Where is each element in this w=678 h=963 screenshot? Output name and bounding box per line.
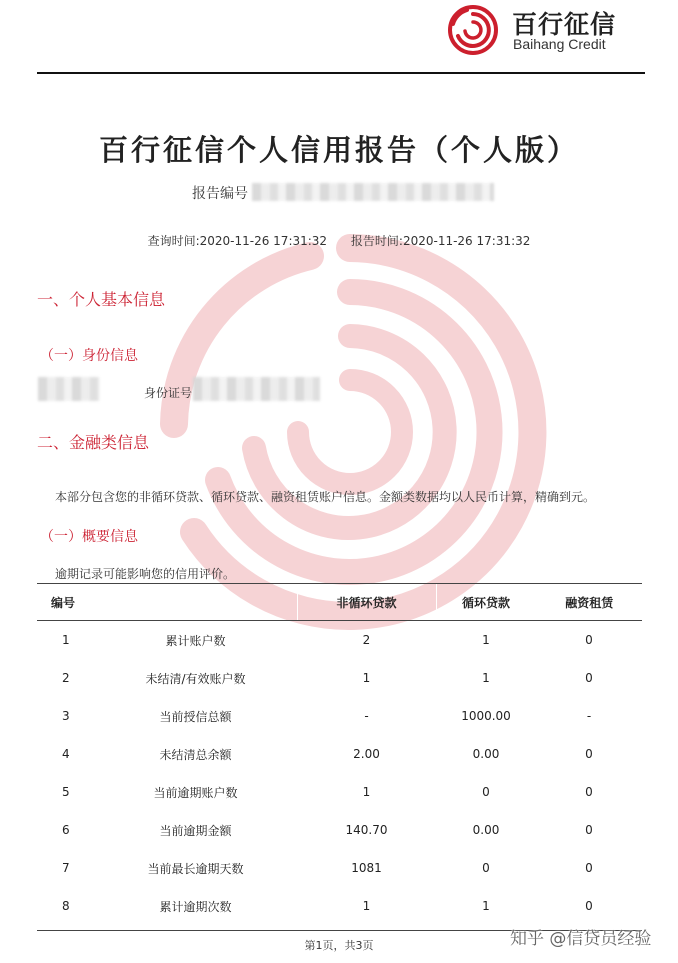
id-number-redacted (193, 377, 320, 401)
table-cell: 1 (482, 633, 490, 647)
table-row (37, 735, 642, 773)
table-cell: 当前逾期金额 (159, 823, 232, 838)
page-number: 第1页，共3页 (304, 939, 374, 952)
table-cell: - (586, 709, 592, 723)
logo-chinese-name: 百行征信 (512, 10, 617, 39)
id-number-label: 身份证号 (144, 386, 193, 400)
table-cell: 1081 (351, 861, 382, 875)
report-time: 报告时间:2020-11-26 17:31:32 (350, 234, 531, 248)
table-cell: 当前最长逾期天数 (147, 861, 244, 876)
table-cell: 2.00 (353, 747, 380, 761)
table-row (37, 697, 642, 735)
zhihu-watermark: 知乎 @信贷员经验 (510, 929, 652, 949)
table-row (37, 887, 642, 925)
report-time-line (0, 232, 678, 249)
baihang-logo-icon (445, 4, 501, 56)
report-number-label: 报告编号 (192, 186, 248, 202)
page-title: 百行征信个人信用报告（个人版） (98, 133, 579, 167)
table-cell: 0 (585, 633, 593, 647)
query-time: 查询时间:2020-11-26 17:31:32 (147, 234, 328, 248)
table-cell: 累计账户数 (165, 633, 226, 648)
table-cell: 0.00 (472, 747, 500, 761)
report-number-redacted (252, 183, 494, 201)
table-cell: 0 (585, 861, 593, 875)
table-cell: 0 (585, 671, 593, 685)
financial-description: 本部分包含您的非循环贷款、循环贷款、融资租赁账户信息。金额类数据均以人民币计算，精确到元。 (55, 490, 596, 504)
column-header: 融资租赁 (536, 584, 642, 621)
name-redacted (38, 377, 100, 401)
table-cell: 未结清/有效账户数 (145, 671, 246, 686)
table-row (37, 621, 642, 660)
section-financial-heading: 二、金融类信息 (37, 433, 150, 452)
table-cell: 0 (585, 823, 593, 837)
table-cell: 0 (585, 899, 593, 913)
table-cell: 2 (62, 671, 70, 685)
summary-table (37, 583, 642, 925)
table-cell: 0 (585, 747, 593, 761)
summary-note: 逾期记录可能影响您的信用评价。 (55, 567, 236, 581)
column-header: 循环贷款 (436, 584, 536, 621)
column-header: 非循环贷款 (297, 584, 436, 621)
table-header-row (37, 584, 642, 621)
table-cell: 1 (482, 899, 490, 913)
table-cell: 1 (362, 671, 371, 685)
table-cell: 1 (362, 899, 371, 913)
table-cell: 1000.00 (461, 709, 511, 723)
table-cell: 0.00 (472, 823, 500, 837)
subsection-identity-heading: （一）身份信息 (40, 348, 138, 364)
table-cell: 1 (362, 785, 371, 799)
table-cell: 6 (62, 823, 70, 837)
table-cell: 当前逾期账户数 (153, 785, 238, 800)
table-cell: 7 (62, 861, 70, 875)
table-row (37, 849, 642, 887)
table-row (37, 773, 642, 811)
table-cell: 0 (585, 785, 593, 799)
column-header: 编号 (37, 584, 94, 621)
table-cell: 1 (62, 633, 70, 647)
table-cell: 8 (62, 899, 70, 913)
logo-english-name: Baihang Credit (513, 36, 606, 52)
table-cell: 4 (62, 747, 70, 761)
column-header (94, 584, 297, 621)
table-row (37, 659, 642, 697)
table-cell: 0 (482, 861, 490, 875)
table-row (37, 811, 642, 849)
table-cell: - (364, 709, 369, 723)
subsection-summary-heading: （一）概要信息 (40, 529, 138, 545)
table-cell: 140.70 (345, 823, 388, 837)
table-cell: 5 (62, 785, 70, 799)
table-cell: 2 (362, 633, 371, 647)
table-cell: 未结清总余额 (159, 747, 232, 762)
section-basic-info-heading: 一、个人基本信息 (37, 290, 166, 309)
table-cell: 1 (482, 671, 490, 685)
table-cell: 当前授信总额 (159, 709, 232, 724)
table-cell: 3 (62, 709, 70, 723)
header-divider (37, 72, 645, 74)
table-cell: 0 (482, 785, 490, 799)
table-cell: 累计逾期次数 (159, 899, 232, 914)
